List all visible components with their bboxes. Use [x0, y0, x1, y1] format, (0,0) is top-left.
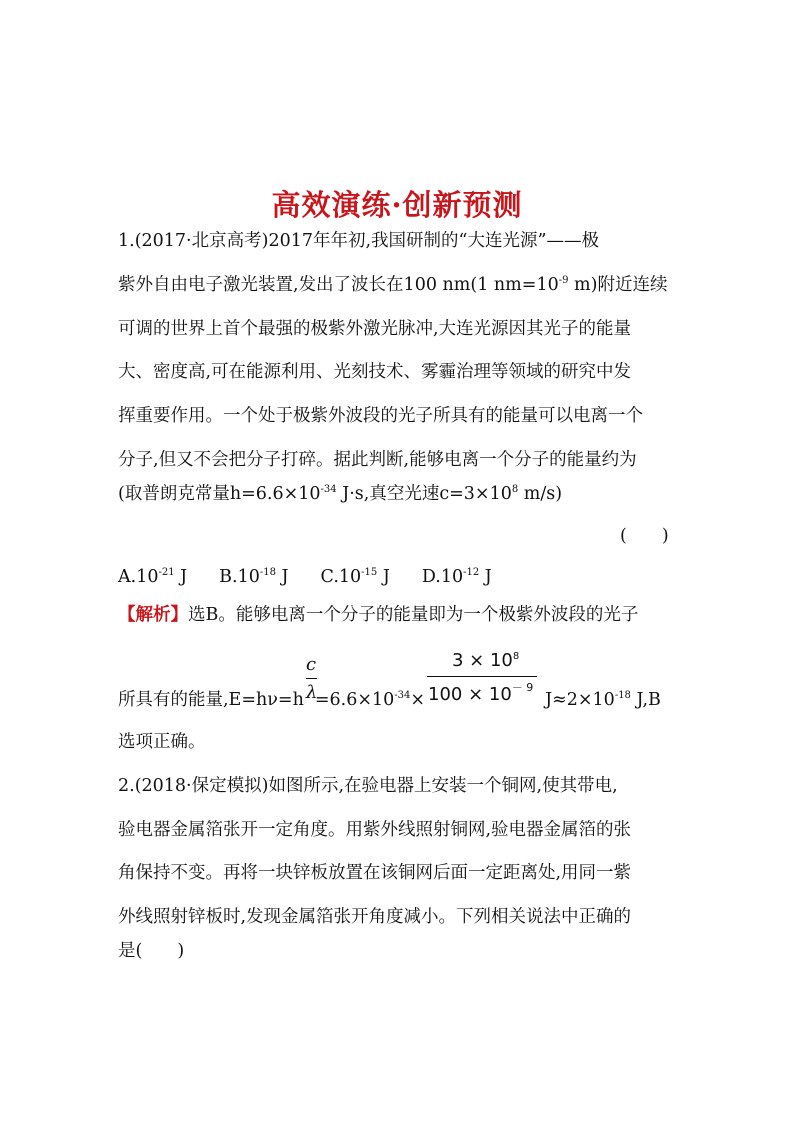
option-c: $C.10^{-15}$ J — [320, 567, 390, 587]
fraction-bar-small — [306, 678, 317, 679]
solution-line-3: 选项正确。 — [118, 732, 206, 752]
q2-line-4: 外线照射锌板时,发现金属箔张开角度减小。下列相关说法中正确的 — [118, 907, 632, 927]
answer-bracket: ( ) — [620, 526, 669, 546]
big-fraction-numerator: $3 \times 10^8$ — [452, 650, 520, 671]
page-title: 高效演练·创新预测 — [271, 188, 523, 222]
q2-line-2: 验电器金属箔张开一定角度。用紫外线照射铜网,验电器金属箔的张 — [118, 820, 632, 840]
big-fraction-bar — [427, 676, 537, 677]
q1-line-6: 分子,但又不会把分子打碎。据此判断,能够电离一个分子的能量约为 — [118, 450, 637, 470]
q2-line-5: 是( ) — [118, 941, 185, 961]
q1-line-1: 1.(2017·北京高考)2017年年初,我国研制的“大连光源”——极 — [118, 231, 599, 251]
option-a: $A.10^{-21}$ J — [118, 567, 188, 587]
option-b: $B.10^{-18}$ J — [219, 567, 289, 587]
q1-line-7: (取普朗克常量$h=6.6\times 10^{-34}$ J·s,真空光速$c=3\times 10^8$ m/s) — [118, 484, 563, 504]
fraction-numerator-c: c — [306, 654, 317, 675]
q1-options — [118, 566, 492, 588]
q1-line-5: 挥重要作用。一个处于极紫外波段的光子所具有的能量可以电离一个 — [118, 406, 643, 426]
q1-line-2: 紫外自由电子激光装置,发出了波长在100 nm(1 $nm=10^{-9}$ m)附近连续 — [118, 275, 668, 295]
solution-line-1: 【解析】选B。能够电离一个分子的能量即为一个极紫外波段的光子 — [118, 605, 639, 625]
solution-line-2: 所具有的能量$,E=h\nu=h =6.6\times 10^{-34}\times J\approx 2\times 10^{-18}$ J,B — [118, 690, 661, 710]
big-fraction-denominator: $100 \times 10^{- 9}$ — [428, 681, 534, 705]
q2-line-1: 2.(2018·保定模拟)如图所示,在验电器上安装一个铜网,使其带电, — [118, 776, 618, 796]
fraction-denominator-lambda: λ — [306, 682, 318, 703]
option-d: $D.10^{-12}$ J — [421, 567, 492, 587]
q2-line-3: 角保持不变。再将一块锌板放置在该铜网后面一定距离处,用同一紫 — [118, 863, 632, 883]
q1-line-4: 大、密度高,可在能源利用、光刻技术、雾霾治理等领域的研究中发 — [118, 362, 632, 382]
q1-line-3: 可调的世界上首个最强的极紫外激光脉冲,大连光源因其光子的能量 — [118, 319, 632, 339]
solution-tag: 【解析】 — [118, 605, 188, 625]
